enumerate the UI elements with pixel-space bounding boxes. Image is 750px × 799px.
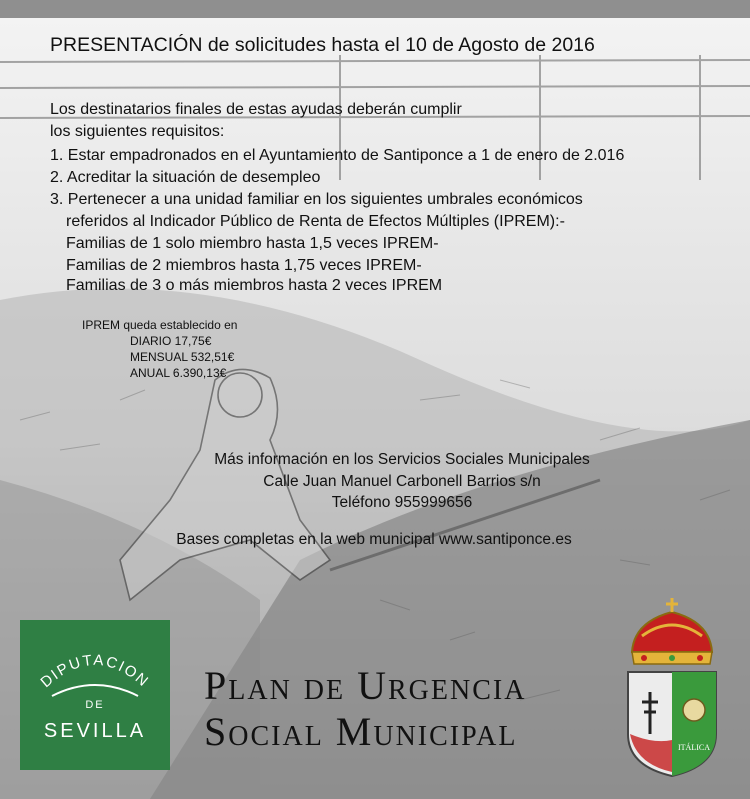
plan-title-line-2: Social Municipal [204, 709, 518, 754]
crown-icon [632, 598, 712, 664]
intro-line-2: los siguientes requisitos: [50, 123, 225, 140]
requirement-3-continued: referidos al Indicador Público de Renta de Efectos Múltiples (IPREM):- [66, 213, 565, 230]
headline: PRESENTACIÓN de solicitudes hasta el 10 de Agosto de 2016 [50, 34, 595, 56]
iprem-intro: IPREM queda establecido en [82, 318, 238, 332]
coat-of-arms-icon [624, 594, 720, 779]
svg-text:DIPUTACION: DIPUTACION [37, 651, 153, 692]
diputacion-sevilla-word: SEVILLA [43, 720, 147, 742]
iprem-annual: ANUAL 6.390,13€ [130, 366, 227, 380]
svg-text:ITÁLICA: ITÁLICA [678, 743, 710, 752]
contact-line-1: Más información en los Servicios Sociales Municipales [214, 451, 590, 468]
contact-web: Bases completas en la web municipal www.santiponce.es [176, 531, 572, 548]
svg-text:DE: DE [85, 699, 105, 711]
requirement-1: 1. Estar empadronados en el Ayuntamiento de Santiponce a 1 de enero de 2.016 [50, 147, 625, 164]
diputacion-sevilla-logo [20, 620, 170, 770]
family-threshold-1: Familias de 1 solo miembro hasta 1,5 veces IPREM- [66, 235, 439, 252]
family-threshold-3: Familias de 3 o más miembros hasta 2 veces IPREM [66, 277, 443, 294]
diputacion-arc-text [20, 620, 170, 770]
contact-phone: Teléfono 955999656 [331, 494, 473, 511]
requirement-2: 2. Acreditar la situación de desempleo [50, 169, 321, 186]
plan-title-line-1: Plan de Urgencia [204, 663, 527, 708]
iprem-monthly: MENSUAL 532,51€ [130, 350, 235, 364]
requirement-3: 3. Pertenecer a una unidad familiar en los siguientes umbrales económicos [50, 191, 583, 208]
contact-address: Calle Juan Manuel Carbonell Barrios s/n [263, 473, 541, 490]
intro-line-1: Los destinatarios finales de estas ayudas deberán cumplir [50, 101, 462, 118]
iprem-daily: DIARIO 17,75€ [130, 334, 212, 348]
family-threshold-2: Familias de 2 miembros hasta 1,75 veces IPREM- [66, 257, 422, 274]
